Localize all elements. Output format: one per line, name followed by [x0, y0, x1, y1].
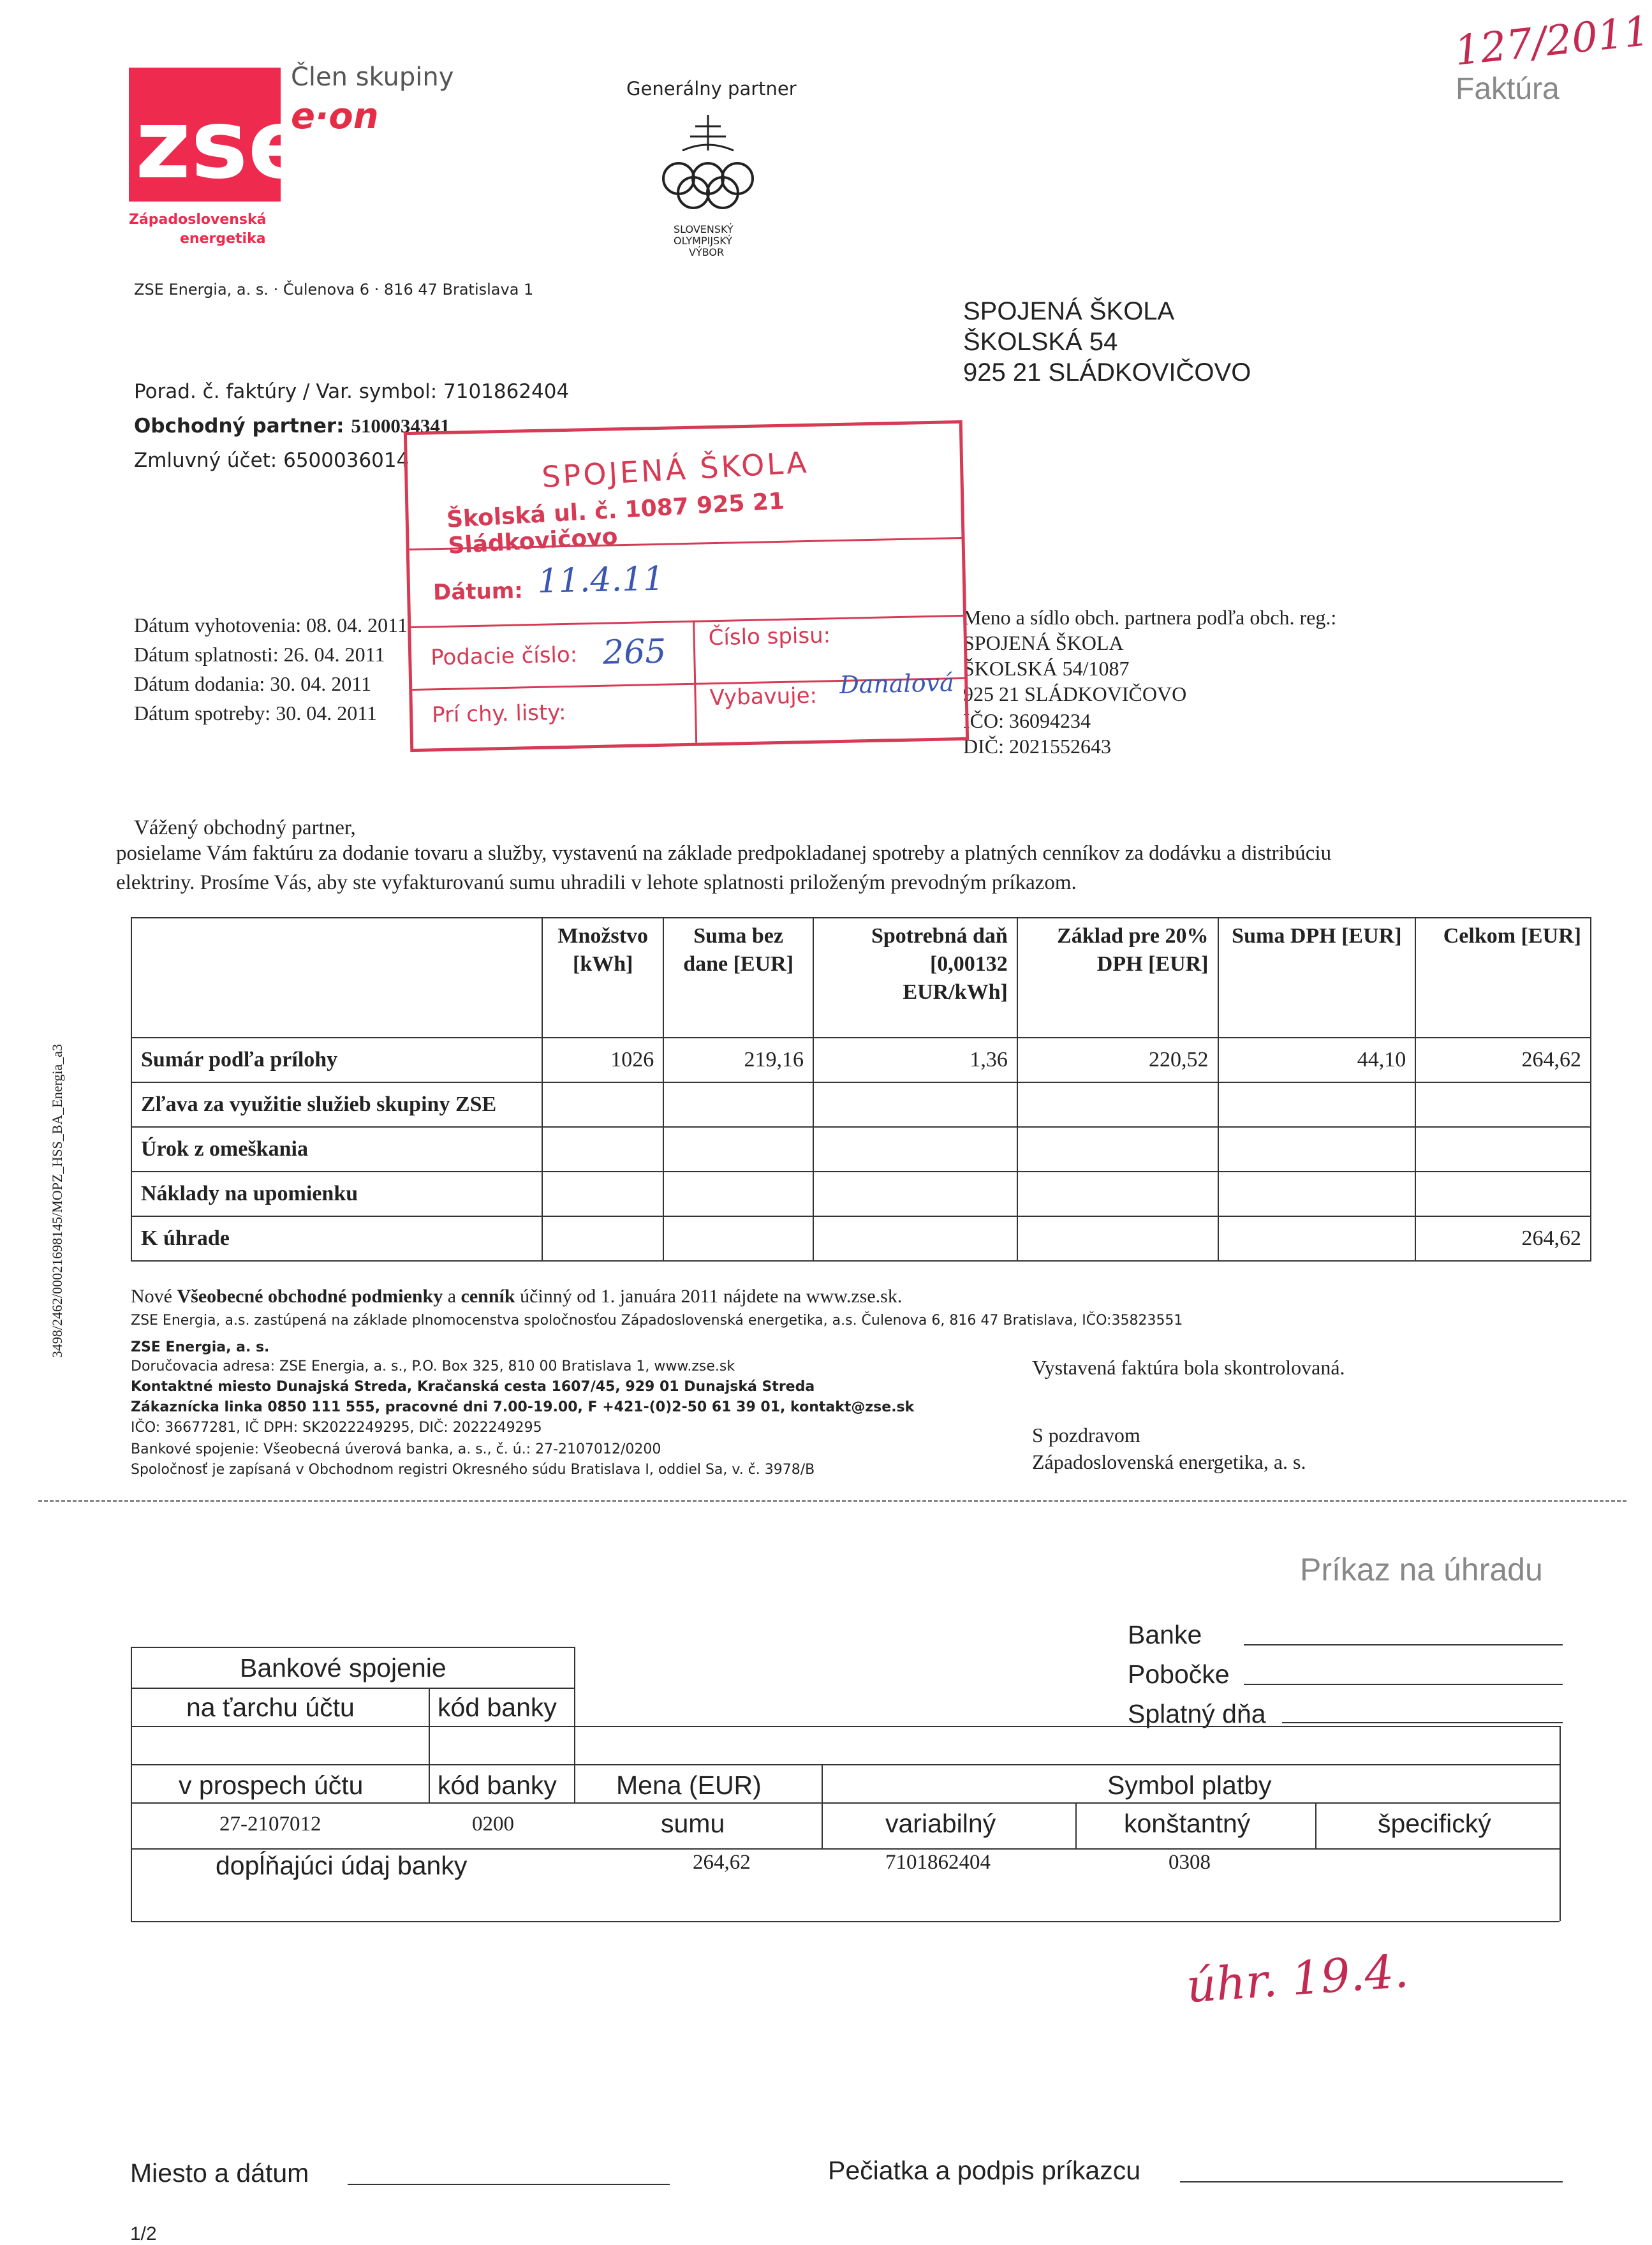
table-row	[131, 1082, 1591, 1127]
stamp-vybavuje-value: Danalová	[839, 668, 955, 699]
credit-account-value: 27-2107012	[219, 1813, 321, 1836]
logo-subtitle-1: Západoslovenská	[129, 212, 267, 228]
table-cell	[1017, 1127, 1218, 1172]
table-cell: 44,10	[1218, 1038, 1416, 1082]
place-date-label: Miesto a dátum	[130, 2158, 309, 2188]
table-header-cell: Celkom [EUR]	[1415, 918, 1591, 1038]
recipient-line-3: 925 21 SLÁDKOVIČOVO	[963, 358, 1251, 386]
partner-reg-title: Meno a sídlo obch. partnera podľa obch. reg.:	[963, 606, 1337, 629]
stamp-signature-line	[1180, 2181, 1563, 2182]
recipient-line-1: SPOJENÁ ŠKOLA	[963, 297, 1175, 325]
table-cell	[1415, 1082, 1591, 1127]
table-cell	[1415, 1127, 1591, 1172]
table-cell: Úrok z omeškania	[131, 1127, 542, 1172]
table-cell: 220,52	[1017, 1038, 1218, 1082]
stamp-vybavuje-label: Vybavuje:	[709, 682, 818, 711]
table-cell	[1218, 1127, 1416, 1172]
table-cell	[542, 1216, 663, 1261]
invoice-number: Porad. č. faktúry / Var. symbol: 7101862404	[134, 380, 570, 403]
table-cell	[542, 1172, 663, 1216]
svg-text:zse: zse	[135, 89, 313, 200]
table-cell	[813, 1172, 1017, 1216]
constant-symbol-value: 0308	[1169, 1851, 1211, 1874]
bank-connection-header: Bankové spojenie	[240, 1653, 446, 1682]
field-pobocke-line	[1244, 1684, 1563, 1685]
partner-reg-dic: DIČ: 2021552643	[963, 735, 1111, 758]
terms-line-2: ZSE Energia, a.s. zastúpená na základe plnomocenstva spoločnosťou Západoslovenská energetika, a.s. Čulenova 6, 816 47 Bratislava, IČO:35823551	[131, 1313, 1183, 1329]
table-cell	[663, 1127, 813, 1172]
table-header-cell: Suma bez dane [EUR]	[663, 918, 813, 1038]
table-header-cell	[131, 918, 542, 1038]
business-partner-value: 5100034341	[351, 415, 450, 437]
debit-bank-code-label: kód banky	[438, 1693, 557, 1722]
greeting-salutation: Vážený obchodný partner,	[134, 816, 356, 839]
handwritten-payment-note: úhr. 19.4.	[1184, 1943, 1410, 2013]
terms-text: účinný od 1. januára 2011 nájdete na www.zse.sk.	[515, 1286, 903, 1307]
table-cell	[663, 1172, 813, 1216]
table-cell: 1,36	[813, 1038, 1017, 1082]
sender-address: ZSE Energia, a. s. · Čulenova 6 · 816 47 Bratislava 1	[134, 281, 534, 298]
logo-subtitle-2: energetika	[180, 231, 266, 247]
document-type-title: Faktúra	[1456, 72, 1560, 106]
company-ids: IČO: 36677281, IČ DPH: SK2022249295, DIČ: 2022249295	[131, 1420, 542, 1436]
stamp-signature-label: Pečiatka a podpis príkazcu	[828, 2156, 1140, 2185]
stamp-podacie-value: 265	[602, 632, 667, 672]
credit-account-label: v prospech účtu	[179, 1770, 364, 1800]
stamp-title: SPOJENÁ ŠKOLA	[540, 445, 810, 494]
date-delivery: Dátum dodania: 30. 04. 2011	[134, 672, 372, 695]
debit-account-label: na ťarchu účtu	[186, 1693, 355, 1722]
partner-reg-city: 925 21 SLÁDKOVIČOVO	[963, 682, 1187, 705]
table-header-row	[131, 918, 1591, 1038]
group-member-label: Člen skupiny	[291, 63, 454, 92]
table-row	[131, 1038, 1591, 1082]
stamp-prilohy-label: Prí chy. listy:	[431, 699, 566, 728]
closing-signature: Západoslovenská energetika, a. s.	[1032, 1450, 1306, 1473]
greeting-line-2: elektriny. Prosíme Vás, aby ste vyfakturovanú sumu uhradili v lehote splatnosti priloženým prevodným príkazom.	[116, 871, 1077, 894]
olympic-text-1: SLOVENSKÝ	[674, 223, 734, 235]
payment-symbol-header: Symbol platby	[1107, 1770, 1272, 1800]
table-cell	[1415, 1172, 1591, 1216]
table-cell	[1017, 1216, 1218, 1261]
payment-order-title: Príkaz na úhradu	[1300, 1552, 1543, 1587]
place-date-line	[348, 2184, 670, 2185]
field-splatny-line	[1282, 1722, 1563, 1723]
credit-bank-code-value: 0200	[472, 1813, 514, 1836]
table-cell	[1218, 1172, 1416, 1216]
table-row	[131, 1216, 1591, 1261]
invoice-checked-note: Vystavená faktúra bola skontrolovaná.	[1032, 1356, 1345, 1379]
table-cell: 264,62	[1415, 1216, 1591, 1261]
business-partner	[134, 415, 450, 438]
table-header-cell: Spotrebná daň [0,00132 EUR/kWh]	[813, 918, 1017, 1038]
table-cell	[1017, 1172, 1218, 1216]
partner-reg-street: ŠKOLSKÁ 54/1087	[963, 657, 1130, 680]
company-hotline: Zákaznícka linka 0850 111 555, pracovné dni 7.00-19.00, F +421-(0)2-50 61 39 01, kontakt@zse.sk	[131, 1399, 915, 1415]
table-cell	[1218, 1082, 1416, 1127]
variable-symbol-value: 7101862404	[885, 1851, 991, 1874]
company-address: Doručovacia adresa: ZSE Energia, a. s., P.O. Box 325, 810 00 Bratislava 1, www.zse.sk	[131, 1358, 735, 1374]
table-cell	[813, 1216, 1017, 1261]
eon-logo: e·on	[291, 96, 379, 137]
side-document-code: 3498/2462/00021698145/MOPZ_HSS_BA_Energia_a3	[49, 1043, 65, 1358]
table-cell	[1017, 1082, 1218, 1127]
table-cell: Zľava za využitie služieb skupiny ZSE	[131, 1082, 542, 1127]
zse-logo	[129, 68, 313, 202]
table-row	[131, 1127, 1591, 1172]
table-header-cell: Množstvo [kWh]	[542, 918, 663, 1038]
company-register: Spoločnosť je zapísaná v Obchodnom registri Okresného súdu Bratislava I, oddiel Sa, v. č. 3978/B	[131, 1462, 815, 1478]
page-number: 1/2	[130, 2223, 157, 2244]
table-cell	[1218, 1216, 1416, 1261]
company-bank: Bankové spojenie: Všeobecná úverová banka, a. s., č. ú.: 27-2107012/0200	[131, 1441, 661, 1457]
stamp-podacie-label: Podacie číslo:	[430, 642, 578, 671]
company-name: ZSE Energia, a. s.	[131, 1339, 270, 1355]
credit-bank-code-label: kód banky	[438, 1770, 557, 1800]
constant-symbol-label: konštantný	[1124, 1809, 1251, 1838]
olympic-text-3: VÝBOR	[689, 246, 725, 258]
table-cell: 219,16	[663, 1038, 813, 1082]
table-cell	[542, 1127, 663, 1172]
stamp-address: Školská ul. č. 1087 925 21 Sládkovičovo	[446, 488, 786, 559]
table-cell: K úhrade	[131, 1216, 542, 1261]
handwritten-invoice-number: 127/2011	[1452, 8, 1652, 75]
partner-reg-name: SPOJENÁ ŠKOLA	[963, 631, 1124, 654]
amount-label: sumu	[661, 1809, 725, 1838]
terms-link-text: cenník	[461, 1286, 515, 1307]
stamp-date-label: Dátum:	[432, 578, 524, 606]
olympic-rings-icon	[657, 115, 759, 217]
table-header-cell: Základ pre 20% DPH [EUR]	[1017, 918, 1218, 1038]
date-consumption: Dátum spotreby: 30. 04. 2011	[134, 702, 377, 725]
table-cell	[542, 1082, 663, 1127]
business-partner-label: Obchodný partner:	[134, 415, 351, 438]
invoice-table	[131, 917, 1591, 1262]
terms-text: Nové	[131, 1286, 177, 1307]
recipient-line-2: ŠKOLSKÁ 54	[963, 328, 1118, 356]
table-cell: 1026	[542, 1038, 663, 1082]
contract-account: Zmluvný účet: 6500036014	[134, 449, 409, 472]
specific-symbol-label: špecifický	[1378, 1809, 1491, 1838]
registry-stamp	[404, 420, 969, 752]
terms-link-text: Všeobecné obchodné podmienky	[177, 1286, 443, 1307]
currency-label: Mena (EUR)	[616, 1770, 762, 1800]
variable-symbol-label: variabilný	[885, 1809, 996, 1838]
table-header-cell: Suma DPH [EUR]	[1218, 918, 1416, 1038]
field-splatny-label: Splatný dňa	[1128, 1699, 1266, 1728]
additional-bank-data-label: dopĺňajúci údaj banky	[216, 1851, 468, 1880]
date-issued: Dátum vyhotovenia: 08. 04. 2011	[134, 614, 408, 637]
company-contact-point: Kontaktné miesto Dunajská Streda, Kračanská cesta 1607/45, 929 01 Dunajská Streda	[131, 1379, 815, 1395]
stamp-spis-label: Číslo spisu:	[708, 622, 831, 651]
table-cell	[663, 1082, 813, 1127]
field-banke-label: Banke	[1128, 1620, 1202, 1649]
table-row	[131, 1172, 1591, 1216]
table-cell	[663, 1216, 813, 1261]
field-banke-line	[1244, 1644, 1563, 1645]
greeting-line-1: posielame Vám faktúru za dodanie tovaru a služby, vystavenú na základe predpokladanej spotreby a platných cenníkov za dodávku a distribúciu	[116, 842, 1332, 865]
table-cell: Sumár podľa prílohy	[131, 1038, 542, 1082]
stamp-date-value: 11.4.11	[537, 559, 665, 601]
amount-value: 264,62	[693, 1851, 751, 1874]
partner-reg-ico: IČO: 36094234	[963, 709, 1091, 732]
terms-line-1	[131, 1286, 902, 1307]
table-cell: Náklady na upomienku	[131, 1172, 542, 1216]
field-pobocke-label: Pobočke	[1128, 1660, 1230, 1689]
table-cell: 264,62	[1415, 1038, 1591, 1082]
zse-logo-mark	[129, 68, 313, 202]
olympic-text-2: OLYMPIJSKÝ	[674, 235, 732, 247]
perforation-divider	[38, 1500, 1626, 1502]
closing-regards: S pozdravom	[1032, 1424, 1140, 1446]
general-partner-label: Generálny partner	[626, 78, 797, 99]
date-due: Dátum splatnosti: 26. 04. 2011	[134, 643, 385, 666]
table-cell	[813, 1082, 1017, 1127]
terms-text: a	[443, 1286, 461, 1307]
table-cell	[813, 1127, 1017, 1172]
